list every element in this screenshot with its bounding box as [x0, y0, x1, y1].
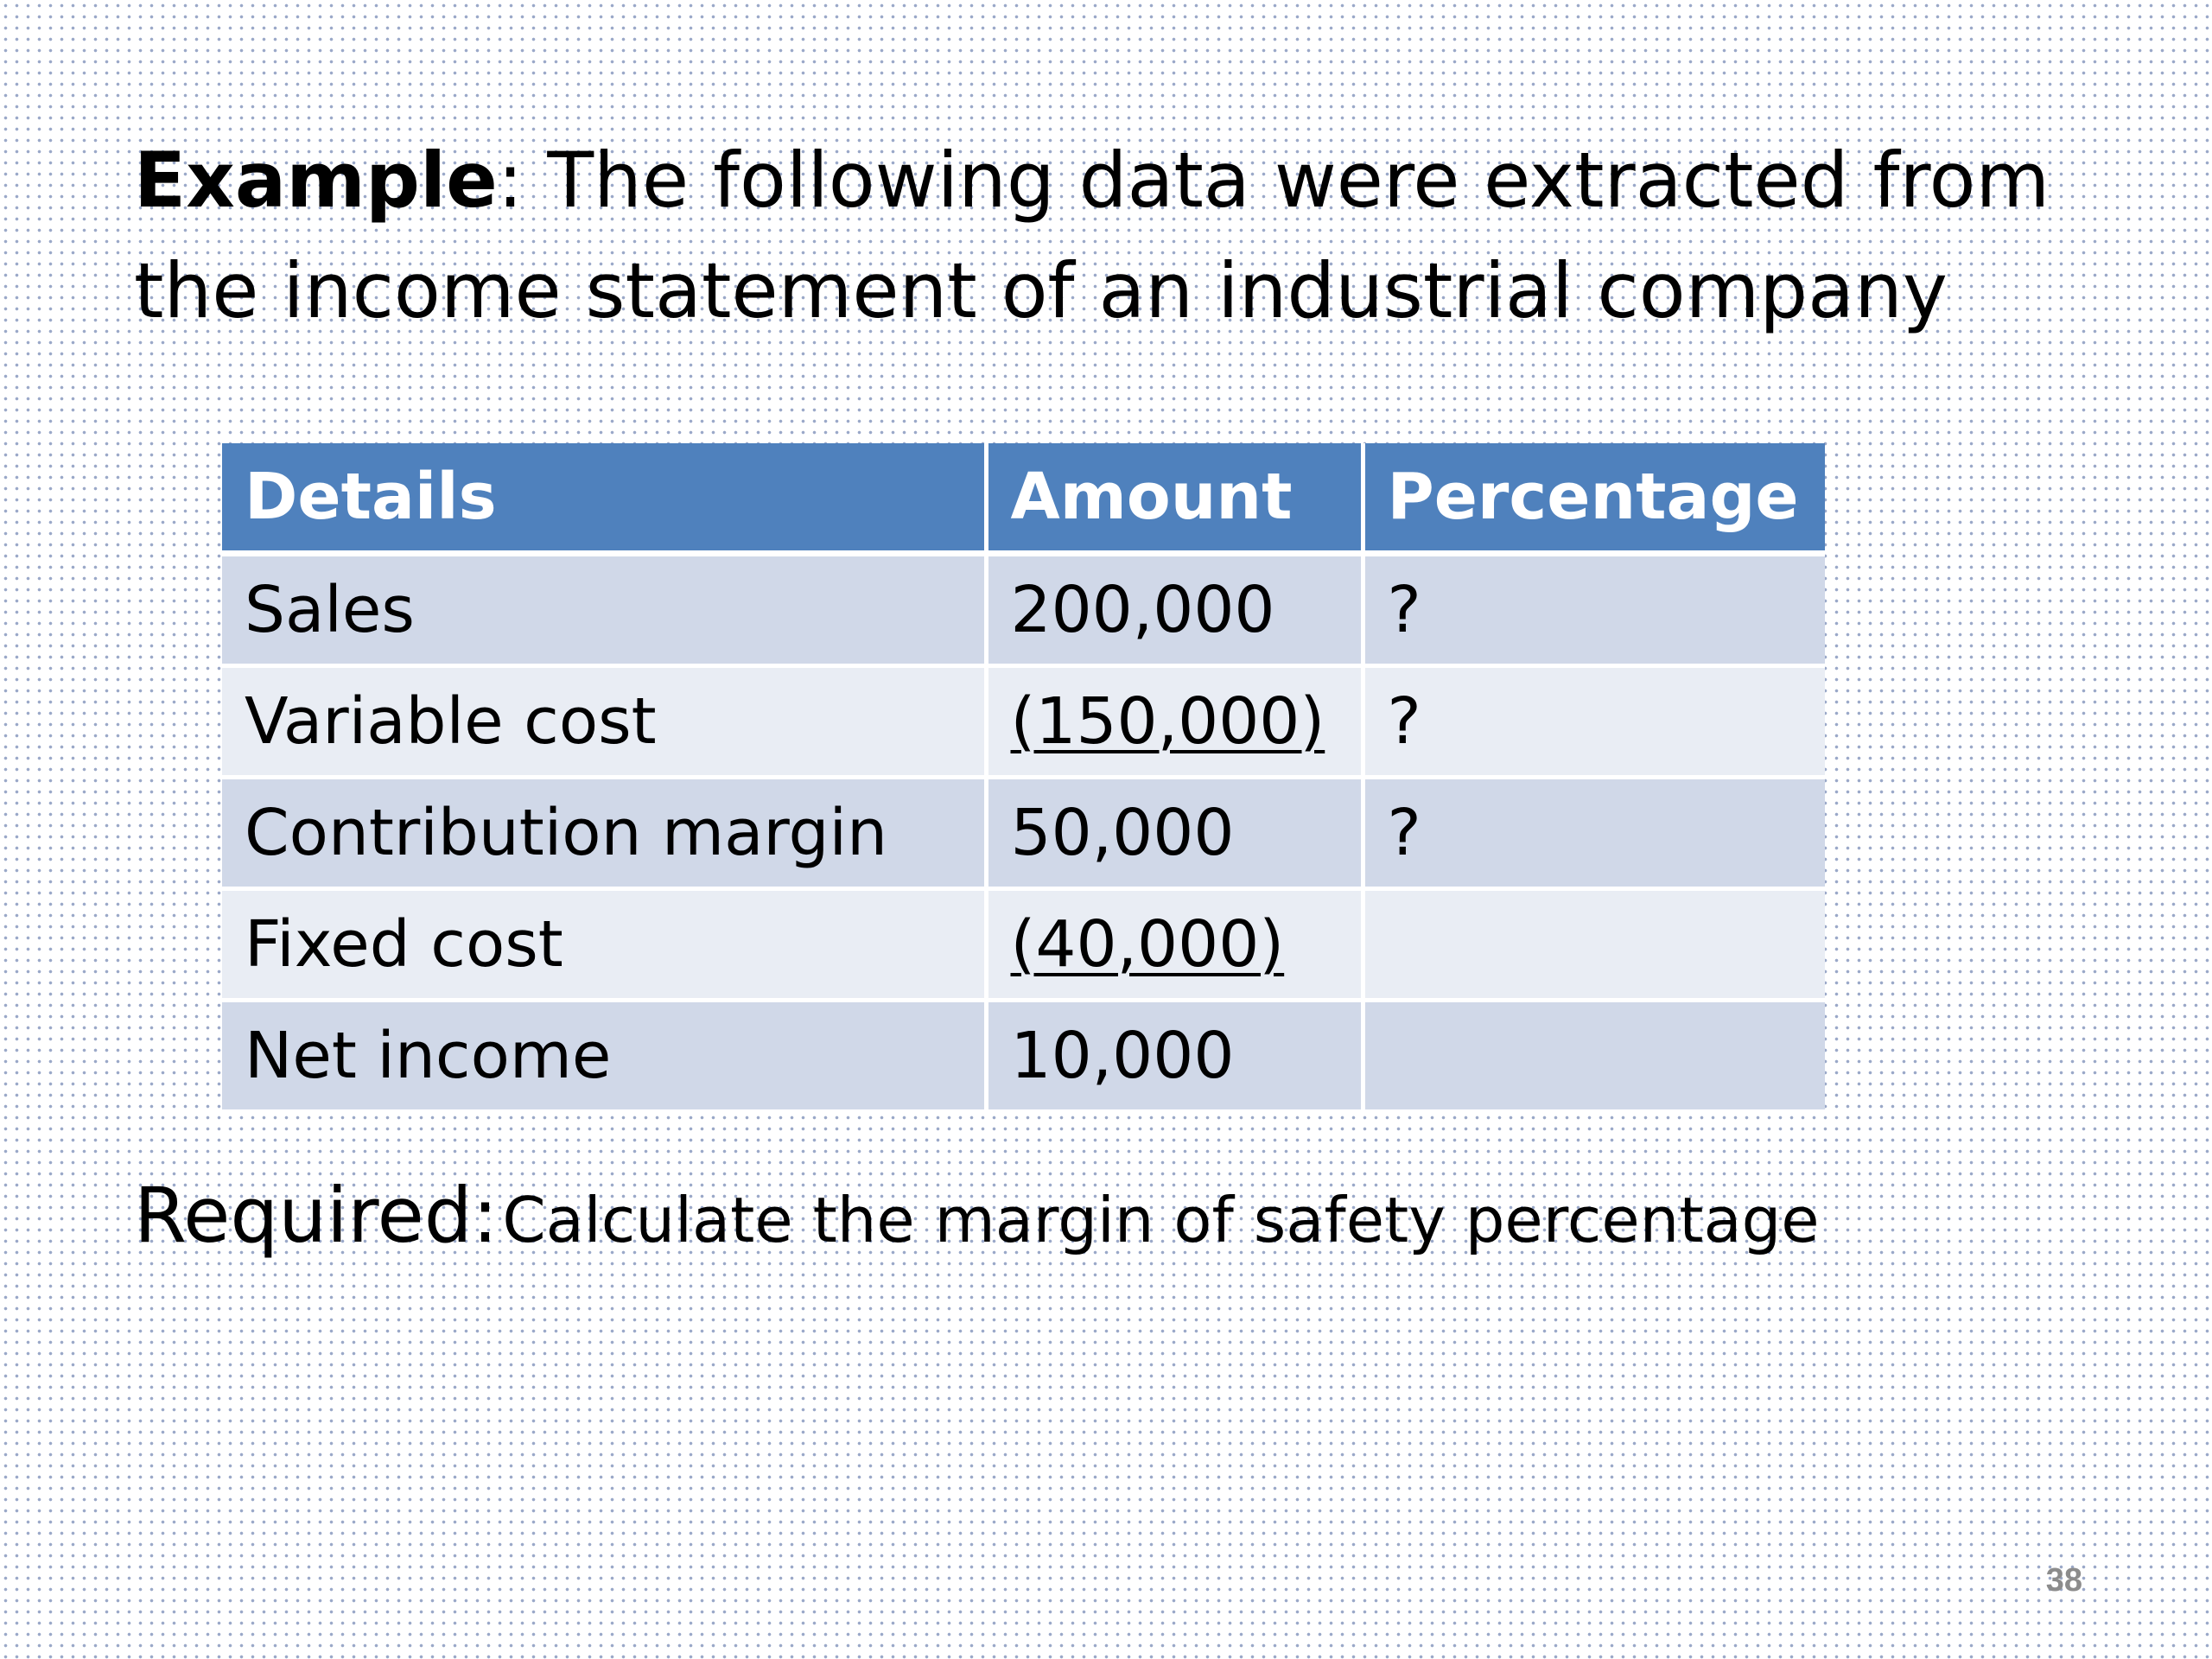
header-details: Details — [222, 443, 986, 554]
table-row — [222, 889, 1825, 1001]
amount-value: (150,000) — [1010, 684, 1325, 759]
cell-amount: 200,000 — [986, 554, 1363, 666]
table-row — [222, 554, 1825, 666]
page-number: 38 — [2045, 1562, 2082, 1599]
cell-amount: 10,000 — [986, 1001, 1363, 1110]
header-amount: Amount — [986, 443, 1363, 554]
required-statement — [134, 1171, 1820, 1260]
cell-percentage — [1363, 1001, 1825, 1110]
income-statement-table — [222, 443, 1825, 1109]
title-text: : The following data were extracted from the income statement of an industrial company — [134, 136, 2050, 335]
cell-percentage: ? — [1363, 666, 1825, 778]
cell-percentage: ? — [1363, 554, 1825, 666]
header-percentage: Percentage — [1363, 443, 1825, 554]
cell-details: Sales — [222, 554, 986, 666]
table-row — [222, 666, 1825, 778]
cell-amount — [986, 666, 1363, 778]
table-row — [222, 1001, 1825, 1110]
slide-title — [134, 125, 2078, 346]
amount-value: (40,000) — [1010, 907, 1285, 982]
cell-details: Fixed cost — [222, 889, 986, 1001]
cell-amount: 50,000 — [986, 778, 1363, 889]
cell-details: Variable cost — [222, 666, 986, 778]
required-text: Calculate the margin of safety percentage — [502, 1184, 1820, 1256]
title-label: Example — [134, 136, 498, 225]
table-header-row — [222, 443, 1825, 554]
required-label: Required: — [134, 1171, 499, 1260]
cell-percentage: ? — [1363, 778, 1825, 889]
table-row — [222, 778, 1825, 889]
cell-amount — [986, 889, 1363, 1001]
cell-details: Contribution margin — [222, 778, 986, 889]
cell-details: Net income — [222, 1001, 986, 1110]
cell-percentage — [1363, 889, 1825, 1001]
